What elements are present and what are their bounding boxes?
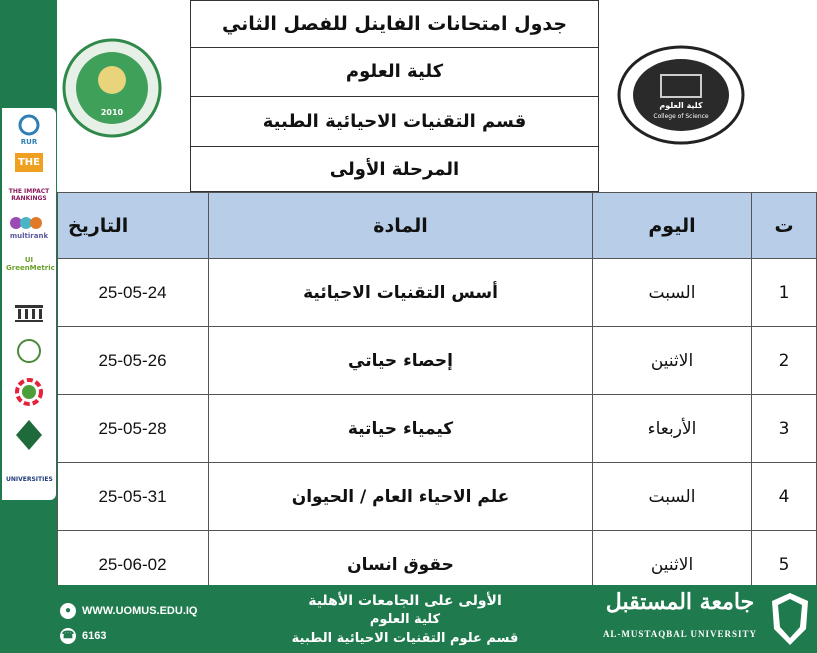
phone-icon: ☎ [60,628,76,644]
department-name: قسم التقنيات الاحيائية الطبية [190,97,599,147]
row-day: السبت [593,259,752,327]
row-num: 5 [752,531,817,599]
sdg-wheel-icon [6,378,52,408]
table-header-row [58,193,817,259]
rankings-sidebar [2,108,56,500]
website-contact[interactable]: ● WWW.UOMUS.EDU.IQ [60,603,198,619]
row-day: الاثنين [593,531,752,599]
arab-engineers-logo [6,418,52,454]
schedule-page [57,0,817,585]
col-num-header: ت [752,193,817,259]
universities-ranking-logo: UNIVERSITIES [6,476,53,483]
footer-brand-arabic: جامعة المستقبل [605,589,755,615]
footer-line-3: قسم علوم التقنيات الاحيائية الطبية [291,631,519,646]
table-row [58,395,817,463]
impact-rankings-logo: THE IMPACT RANKINGS [8,188,50,202]
table-row [58,463,817,531]
phone-contact[interactable]: ☎ 6163 [60,628,106,644]
row-num: 3 [752,395,817,463]
the-logo: THE [6,153,52,172]
row-subject: كيمياء حياتية [209,395,593,463]
institution-icon [6,303,52,325]
row-date: 25-05-26 [58,327,209,395]
globe-icon: ● [60,603,76,619]
row-day: الاثنين [593,327,752,395]
col-date-header: التاريخ [58,193,209,259]
row-subject: أسس التقنيات الاحيائية [209,259,593,327]
university-logo-left: 2010 [62,38,162,138]
row-num: 2 [752,327,817,395]
row-date: 25-05-31 [58,463,209,531]
row-num: 4 [752,463,817,531]
row-day: السبت [593,463,752,531]
multirank-logo: multirank [6,216,52,240]
row-subject: علم الاحياء العام / الحيوان [209,463,593,531]
footer-line-1: الأولى على الجامعات الأهلية [308,593,502,609]
row-subject: حقوق انسان [209,531,593,599]
table-row [58,327,817,395]
row-date: 25-05-24 [58,259,209,327]
row-date: 25-05-28 [58,395,209,463]
row-num: 1 [752,259,817,327]
footer-line-2: كلية العلوم [369,612,441,627]
arab-universities-logo [6,338,52,366]
university-shield-icon [770,591,810,647]
footer-bar [0,585,817,653]
rur-logo: RUR [6,114,52,146]
college-name: كلية العلوم [190,47,599,97]
table-row [58,259,817,327]
col-day-header: اليوم [593,193,752,259]
row-date: 25-06-02 [58,531,209,599]
exam-schedule-table [57,192,817,599]
row-subject: إحصاء حياتي [209,327,593,395]
stage-label: المرحلة الأولى [190,147,599,192]
row-day: الأربعاء [593,395,752,463]
greenmetric-logo: UI GreenMetric [6,256,55,272]
col-subject-header: المادة [209,193,593,259]
college-of-science-logo: كلية العلوم College of Science [617,45,745,145]
page-title: جدول امتحانات الفاينل للفصل الثاني [190,0,599,48]
footer-brand-english: AL-MUSTAQBAL UNIVERSITY [602,629,758,639]
